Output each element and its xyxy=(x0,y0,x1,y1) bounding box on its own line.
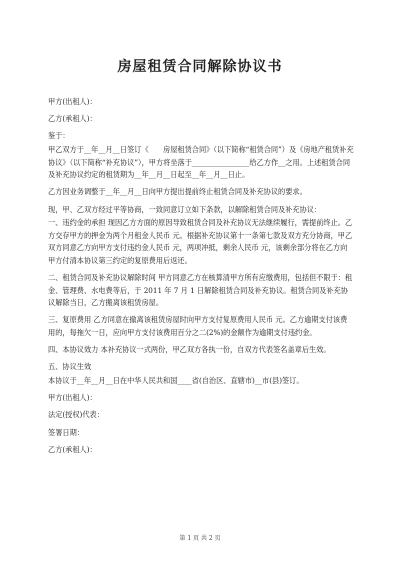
signature-representative: 法定(授权)代表： xyxy=(48,410,104,420)
signature-date: 签署日期： xyxy=(48,427,84,437)
clause-3: 三、复原费用 乙方同意在撤离该租赁房屋时向甲方支付复原费用人民币 元。乙方逾期支付该费用的，每拖欠一日，应向甲方支付该费用百分之二(2%)的金额作为逾期支付违约金。 xyxy=(48,315,348,338)
document-title: 房屋租赁合同解除协议书 xyxy=(117,59,283,75)
page-number: 第 1 页 共 2 页 xyxy=(179,535,221,542)
clause-2: 二、租赁合同及补充协议解除时间 甲方同意乙方在核算清甲方所有应缴费用，包括但不限于：租金、管理费、水电费等后，于 2011 年 7 月 1 日解除租赁合同及补充协议。租赁合同及补充协议解除当日，乙方搬离该租赁房屋。 xyxy=(48,273,353,308)
party-b-line: 乙方(承租人)： xyxy=(48,114,97,124)
whereas-paragraph-1: 甲乙双方于__年__月__日签订《 房屋租赁合同》（以下简称“租赁合同”）及《房地产租赁补充协议》（以下简称“补充协议”），甲方将坐落于________________给乙方作__之用。上述租赁合同及补充协议约定的租赁期为__年__月__日起至__年__月__日止。 xyxy=(48,144,354,180)
signature-party-b: 乙方(承租人)： xyxy=(48,444,97,454)
clause-4: 四、本协议效力 本补充协议一式两份，甲乙双方各执一份，自双方代表签名盖章后生效。 xyxy=(48,345,331,355)
agreement-intro: 现，甲、乙双方经过平等协商，一致同意订立如下条款，以解除租赁合同及补充协议： xyxy=(48,204,322,214)
signing-place-line: 本协议于__年__月__日在中华人民共和国____省(自治区、直辖市)__市(县)签订。 xyxy=(48,376,304,386)
whereas-heading: 鉴于： xyxy=(48,131,70,141)
clause-1: 一、违约金的承担 现因乙方方面的原因导致租赁合同及补充协议无法继续履行，需提前终止。乙方交存甲方的押金为两个月租金人民币 元。根据补充协议第十一条第七款及双方充分协商，甲乙双方同意乙方向甲方支付违约金人民币 元，两项冲抵，剩余人民币 元，该剩余部分将在乙方向甲方付清本协议第三约定的复原费用后返还。 xyxy=(48,218,353,265)
party-a-line: 甲方(出租人)： xyxy=(48,97,97,106)
document-body xyxy=(48,96,354,461)
clause-5-heading: 五、协议生效 xyxy=(48,362,92,372)
whereas-paragraph-2: 乙方因业务调整于__年__月__日向甲方提出提前终止租赁合同及补充协议的要求。 xyxy=(48,187,307,197)
signature-party-a: 甲方(出租人)： xyxy=(48,393,97,403)
